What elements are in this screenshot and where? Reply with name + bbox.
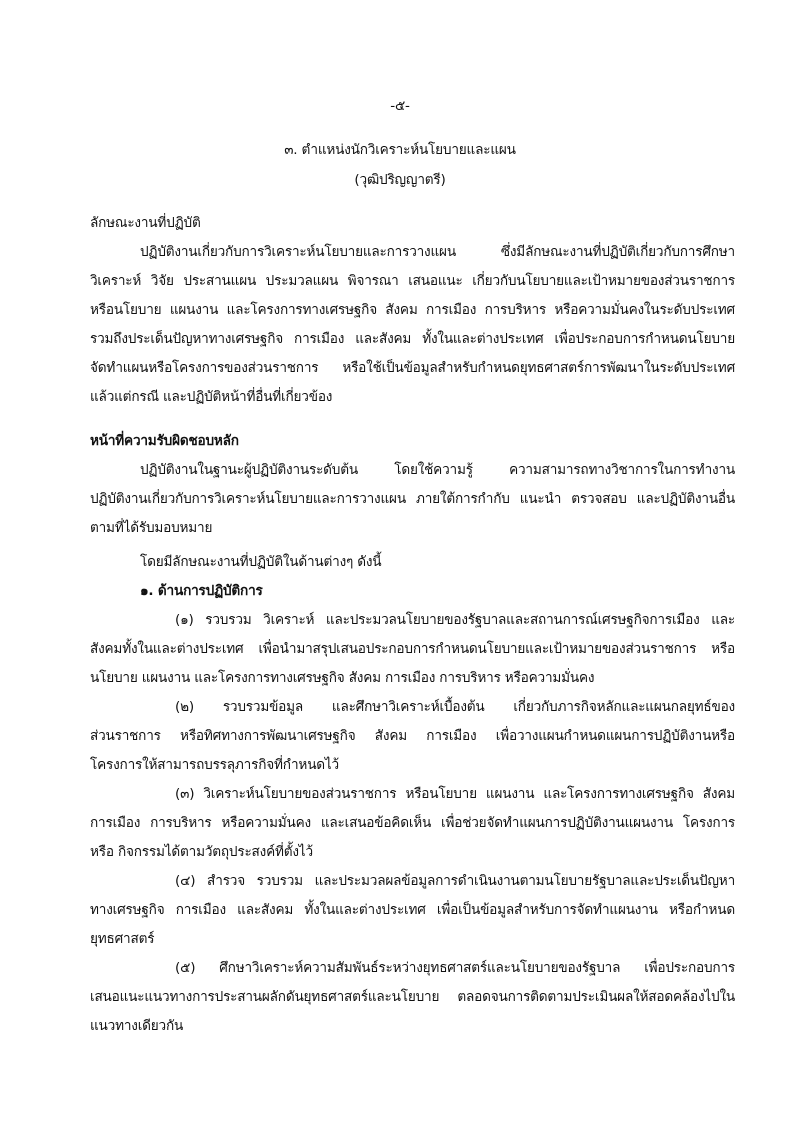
list-item-line: (๒) รวบรวมข้อมูล และศึกษาวิเคราะห์เบื้องต้น เกี่ยวกับภารกิจหลักและแผนกลยุทธ์ของ bbox=[175, 699, 735, 715]
list-item-line: (๓) วิเคราะห์นโยบายของส่วนราชการ หรือนโยบาย แผนงาน และโครงการทางเศรษฐกิจ สังคม bbox=[175, 786, 735, 802]
paragraph-line: แล้วแต่กรณี และปฏิบัติหน้าที่อื่นที่เกี่ยวข้อง bbox=[90, 389, 333, 405]
list-item-line: (๔) สำรวจ รวบรวม และประมวลผลข้อมูลการดำเนินงานตามนโยบายรัฐบาลและประเด็นปัญหา bbox=[175, 873, 735, 889]
paragraph-line: วิเคราะห์ วิจัย ประสานแผน ประมวลแผน พิจารณา เสนอแนะ เกี่ยวกับนโยบายและเป้าหมายของส่วนราชการ bbox=[90, 273, 735, 289]
page-number: -๕- bbox=[390, 98, 410, 114]
list-item-line: เสนอแนะแนวทางการประสานผลักดันยุทธศาสตร์และนโยบาย ตลอดจนการติดตามประเมินผลให้สอดคล้องไปใน bbox=[90, 989, 735, 1005]
paragraph-line: ปฏิบัติงานเกี่ยวกับการวิเคราะห์นโยบายและการวางแผน ซึ่งมีลักษณะงานที่ปฏิบัติเกี่ยวกับการศึกษา bbox=[140, 244, 735, 260]
list-item-line: หรือ กิจกรรมได้ตามวัตถุประสงค์ที่ตั้งไว้ bbox=[90, 844, 313, 860]
paragraph-line: ตามที่ได้รับมอบหมาย bbox=[90, 520, 213, 536]
list-item-line: การเมือง การบริหาร หรือความมั่นคง และเสนอข้อคิดเห็น เพื่อช่วยจัดทำแผนการปฏิบัติงานแผนงาน โครงการ bbox=[90, 815, 735, 831]
list-item-line: ส่วนราชการ หรือทิศทางการพัฒนาเศรษฐกิจ สังคม การเมือง เพื่อวางแผนกำหนดแผนการปฏิบัติงานหรือ bbox=[90, 728, 735, 744]
paragraph-line: ปฏิบัติงานในฐานะผู้ปฏิบัติงานระดับต้น โดยใช้ความรู้ ความสามารถทางวิชาการในการทำงาน bbox=[140, 462, 735, 478]
list-item-line: นโยบาย แผนงาน และโครงการทางเศรษฐกิจ สังคม การเมือง การบริหาร หรือความมั่นคง bbox=[90, 670, 595, 686]
list-item-line: ยุทธศาสตร์ bbox=[90, 931, 155, 947]
paragraph-line: ปฏิบัติงานเกี่ยวกับการวิเคราะห์นโยบายและการวางแผน ภายใต้การกำกับ แนะนำ ตรวจสอบ และปฏิบัติงานอื่น bbox=[90, 491, 735, 507]
list-item-line: ทางเศรษฐกิจ การเมือง และสังคม ทั้งในและต่างประเทศ เพื่อเป็นข้อมูลสำหรับการจัดทำแผนงาน หรือกำหนด bbox=[90, 902, 735, 918]
list-item-line: (๕) ศึกษาวิเคราะห์ความสัมพันธ์ระหว่างยุทธศาสตร์และนโยบายของรัฐบาล เพื่อประกอบการ bbox=[175, 960, 735, 976]
list-item-line: สังคมทั้งในและต่างประเทศ เพื่อนำมาสรุปเสนอประกอบการกำหนดนโยบายและเป้าหมายของส่วนราชการ หรือ bbox=[90, 641, 735, 657]
intro-line: โดยมีลักษณะงานที่ปฏิบัติในด้านต่างๆ ดังนี้ bbox=[140, 554, 382, 570]
section-heading-job-characteristics: ลักษณะงานที่ปฏิบัติ bbox=[90, 215, 201, 231]
subsection-heading-operations: ๑. ด้านการปฏิบัติการ bbox=[140, 583, 263, 599]
paragraph-line: จัดทำแผนหรือโครงการของส่วนราชการ หรือใช้เป็นข้อมูลสำหรับกำหนดยุทธศาสตร์การพัฒนาในระดับประเทศ bbox=[90, 360, 735, 376]
list-item-line: (๑) รวบรวม วิเคราะห์ และประมวลนโยบายของรัฐบาลและสถานการณ์เศรษฐกิจการเมือง และ bbox=[175, 612, 735, 628]
list-item-line: โครงการให้สามารถบรรลุภารกิจที่กำหนดไว้ bbox=[90, 757, 339, 773]
section-heading-main-responsibilities: หน้าที่ความรับผิดชอบหลัก bbox=[90, 433, 239, 449]
list-item-line: แนวทางเดียวกัน bbox=[90, 1018, 184, 1034]
position-subtitle: (วุฒิปริญญาตรี) bbox=[354, 172, 446, 188]
paragraph-line: รวมถึงประเด็นปัญหาทางเศรษฐกิจ การเมือง และสังคม ทั้งในและต่างประเทศ เพื่อประกอบการกำหนดนโยบาย bbox=[90, 331, 735, 347]
position-title: ๓. ตำแหน่งนักวิเคราะห์นโยบายและแผน bbox=[284, 142, 516, 158]
paragraph-line: หรือนโยบาย แผนงาน และโครงการทางเศรษฐกิจ สังคม การเมือง การบริหาร หรือความมั่นคงในระดับประเทศ bbox=[90, 302, 735, 318]
